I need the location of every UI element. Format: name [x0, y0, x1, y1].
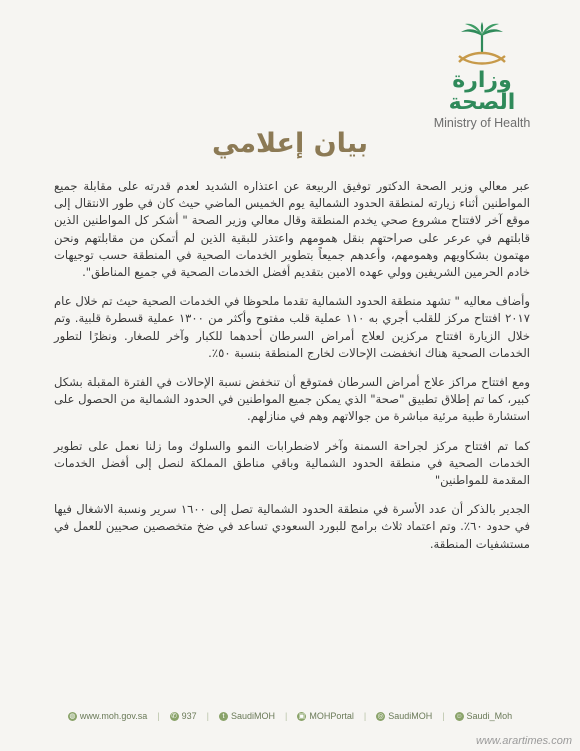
footer-divider: | [206, 711, 209, 721]
instagram-icon: ◎ [377, 712, 384, 720]
footer-phone-text: 937 [181, 711, 197, 721]
globe-icon: ◍ [69, 712, 76, 720]
footer-twitter-text: SaudiMOH [230, 711, 275, 721]
moh-logo [422, 22, 542, 130]
paragraph-2: وأضاف معاليه " تشهد منطقة الحدود الشمالية تقدما ملحوظا في الخدمات الصحية حيث تم خلال عام ٢٠١٧ افتتاح مركز للقلب أجري به ١١٠ عملية قلب مفتوح وأكثر من ١٣٠٠ عملية قسطرة قلبية. وتم خلال الزيارة افتتاح مركزين لعلاج أمراض السرطان أحدهما للكبار وآخر للصغار. ونظرًا لتطور الخدمات الصحية هناك انخفضت الإحالات لخارج المنطقة بنسبة ٥٠٪. [54, 294, 530, 360]
logo-english-text: Ministry of Health [433, 116, 531, 130]
footer-instagram[interactable] [376, 711, 432, 721]
phone-icon: ✆ [171, 712, 178, 720]
palm-swords-emblem-icon [451, 22, 513, 68]
paragraph-3: ومع افتتاح مراكز علاج أمراض السرطان فمتوقع أن تنخفض نسبة الإحالات في الفترة المقبلة بشكل كبير، كما تم إطلاق تطبيق "صحة" الذي يمكن جميع المواطنين في الحدود الشمالية من الحصول على استشارة طبية مرئية مباشرة من جوالاتهم وهم في منازلهم. [54, 375, 530, 424]
footer-snapchat-text: Saudi_Moh [466, 711, 513, 721]
footer-portal[interactable] [297, 711, 354, 721]
snapchat-icon: ☺ [455, 712, 463, 720]
twitter-icon: t [219, 712, 228, 721]
footer-instagram-text: SaudiMOH [388, 711, 433, 721]
page-title: بيان إعلامي [212, 128, 368, 159]
footer-divider: | [442, 711, 445, 721]
logo-arabic-text: وزارة الصحة [448, 68, 516, 115]
statement-body [54, 178, 530, 565]
footer-divider: | [284, 711, 288, 721]
footer-snapchat[interactable] [455, 711, 513, 721]
portal-icon: ▣ [298, 712, 306, 720]
paragraph-4: كما تم افتتاح مركز لجراحة السمنة وآخر لاضطرابات النمو والسلوك وما زلنا نعمل على تطوير الخدمات الصحية في منطقة الحدود الشمالية وباقي مناطق المملكة لنصل إلى أفضل الخدمات المقدمة للمواطنين" [54, 438, 530, 488]
paragraph-1: عبر معالي وزير الصحة الدكتور توفيق الربيعة عن اعتذاره الشديد لعدم قدرته على مقابلة جميع المواطنين أثناء زيارته لمنطقة الحدود الشمالية يوم الخميس الماضي حيث كان في طور الانتقال إلى موقع آخر لافتتاح مشروع صحي يخدم المنطقة وقال معالي وزير الصحة " أشكر كل المواطنين الذين قابلتهم في عرعر على صراحتهم بنقل همومهم واعتذر للبقية الذين لم أتمكن من مقابلتهم ونحن مهتمون بشكاويهم وهمومهم، وأعدهم جميعاً بتطوير الخدمات الصحية في المنطقة حسب توجيهات خادم الحرمين الشريفين وولي عهده الامين بتقديم أفضل الخدمات الصحية في جميع المناطق". [54, 179, 530, 280]
footer-website[interactable] [68, 711, 147, 721]
paragraph-5: الجدير بالذكر أن عدد الأسرة في منطقة الحدود الشمالية تصل إلى ١٦٠٠ سرير ونسبة الاشغال فيها في حدود ٦٠٪. وتم اعتماد ثلاث برامج للبورد السعودي تساعد في ضخ متخصصين صحيين للعمل في مستشفيات المنطقة. [54, 502, 530, 551]
footer-portal-text: MOHPortal [309, 711, 354, 721]
footer-website-text: www.moh.gov.sa [79, 711, 148, 721]
footer-twitter[interactable] [219, 711, 275, 721]
source-watermark: www.arartimes.com [476, 735, 572, 747]
contact-footer [0, 706, 580, 726]
footer-divider: | [363, 711, 367, 721]
footer-divider: | [157, 711, 160, 721]
letterhead [0, 0, 580, 130]
footer-phone[interactable] [170, 711, 197, 721]
